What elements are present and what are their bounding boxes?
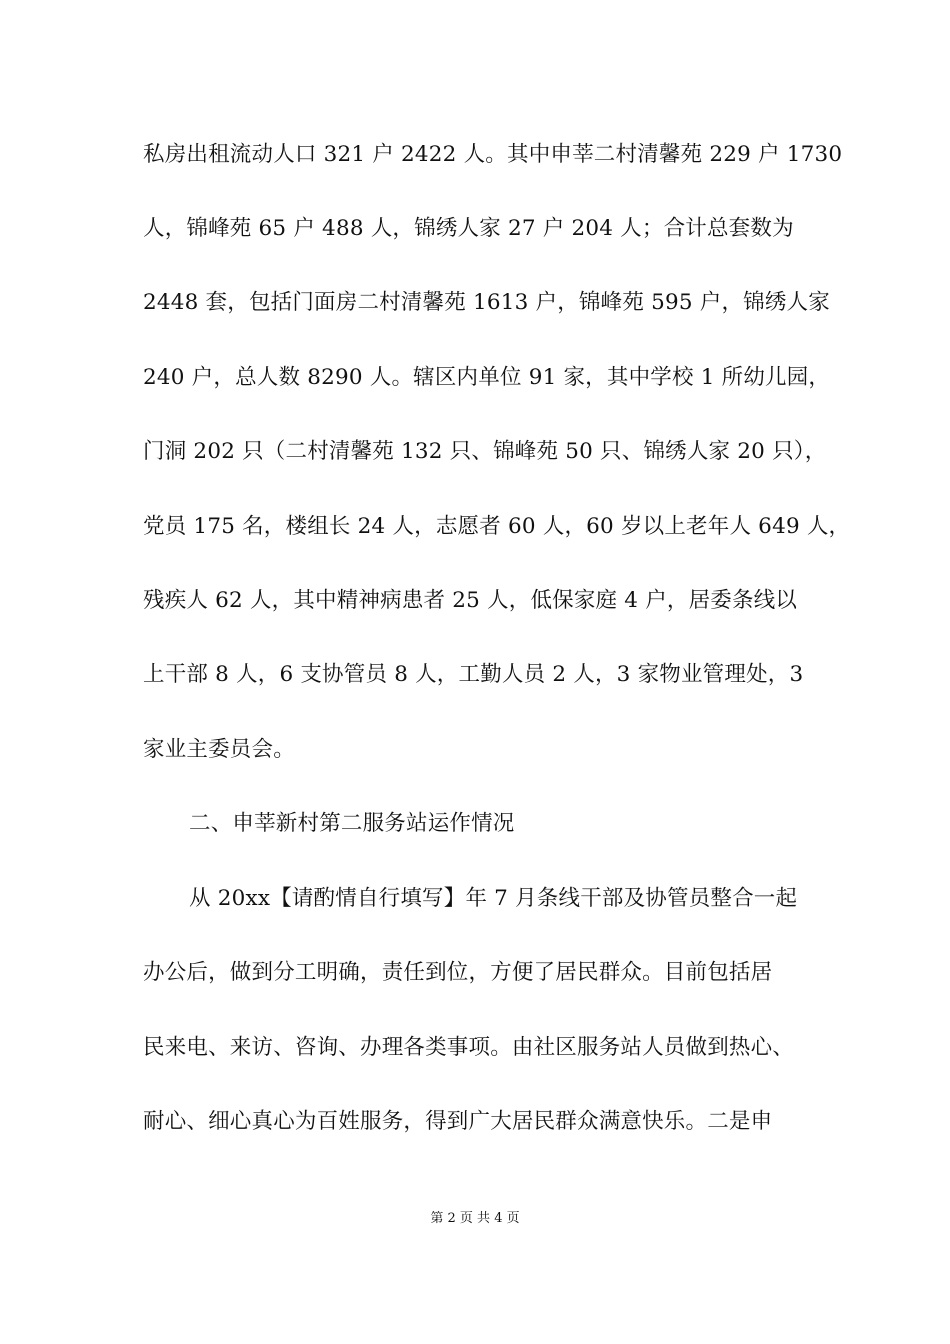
body-text-line: 耐心、细心真心为百姓服务，得到广大居民群众满意快乐。二是申 — [143, 1109, 773, 1134]
body-text-line: 2448 套，包括门面房二村清馨苑 1613 户，锦峰苑 595 户，锦绣人家 — [143, 290, 830, 315]
body-text-line: 残疾人 62 人，其中精神病患者 25 人，低保家庭 4 户，居委条线以 — [143, 588, 798, 613]
body-text-line: 门洞 202 只（二村清馨苑 132 只、锦峰苑 50 只、锦绣人家 20 只）， — [143, 439, 827, 464]
body-text-line: 党员 175 名，楼组长 24 人，志愿者 60 人，60 岁以上老年人 649 人， — [143, 514, 851, 539]
body-text-line: 上干部 8 人，6 支协管员 8 人，工勤人员 2 人，3 家物业管理处，3 — [143, 662, 804, 687]
paragraph-first-line: 从 20xx【请酌情自行填写】年 7 月条线干部及协管员整合一起 — [189, 886, 798, 911]
body-text-line: 私房出租流动人口 321 户 2422 人。其中申莘二村清馨苑 229 户 1730 — [143, 142, 843, 167]
body-text-line: 办公后，做到分工明确，责任到位，方便了居民群众。目前包括居 — [143, 960, 773, 985]
section-heading: 二、申莘新村第二服务站运作情况 — [189, 811, 515, 836]
body-text-line: 240 户，总人数 8290 人。辖区内单位 91 家，其中学校 1 所幼儿园， — [143, 365, 831, 390]
body-text-line: 家业主委员会。 — [143, 737, 295, 762]
body-text-line: 人，锦峰苑 65 户 488 人，锦绣人家 27 户 204 人；合计总套数为 — [143, 216, 794, 241]
page-number-footer: 第 2 页 共 4 页 — [430, 1211, 520, 1226]
body-text-line: 民来电、来访、咨询、办理各类事项。由社区服务站人员做到热心、 — [143, 1035, 795, 1060]
